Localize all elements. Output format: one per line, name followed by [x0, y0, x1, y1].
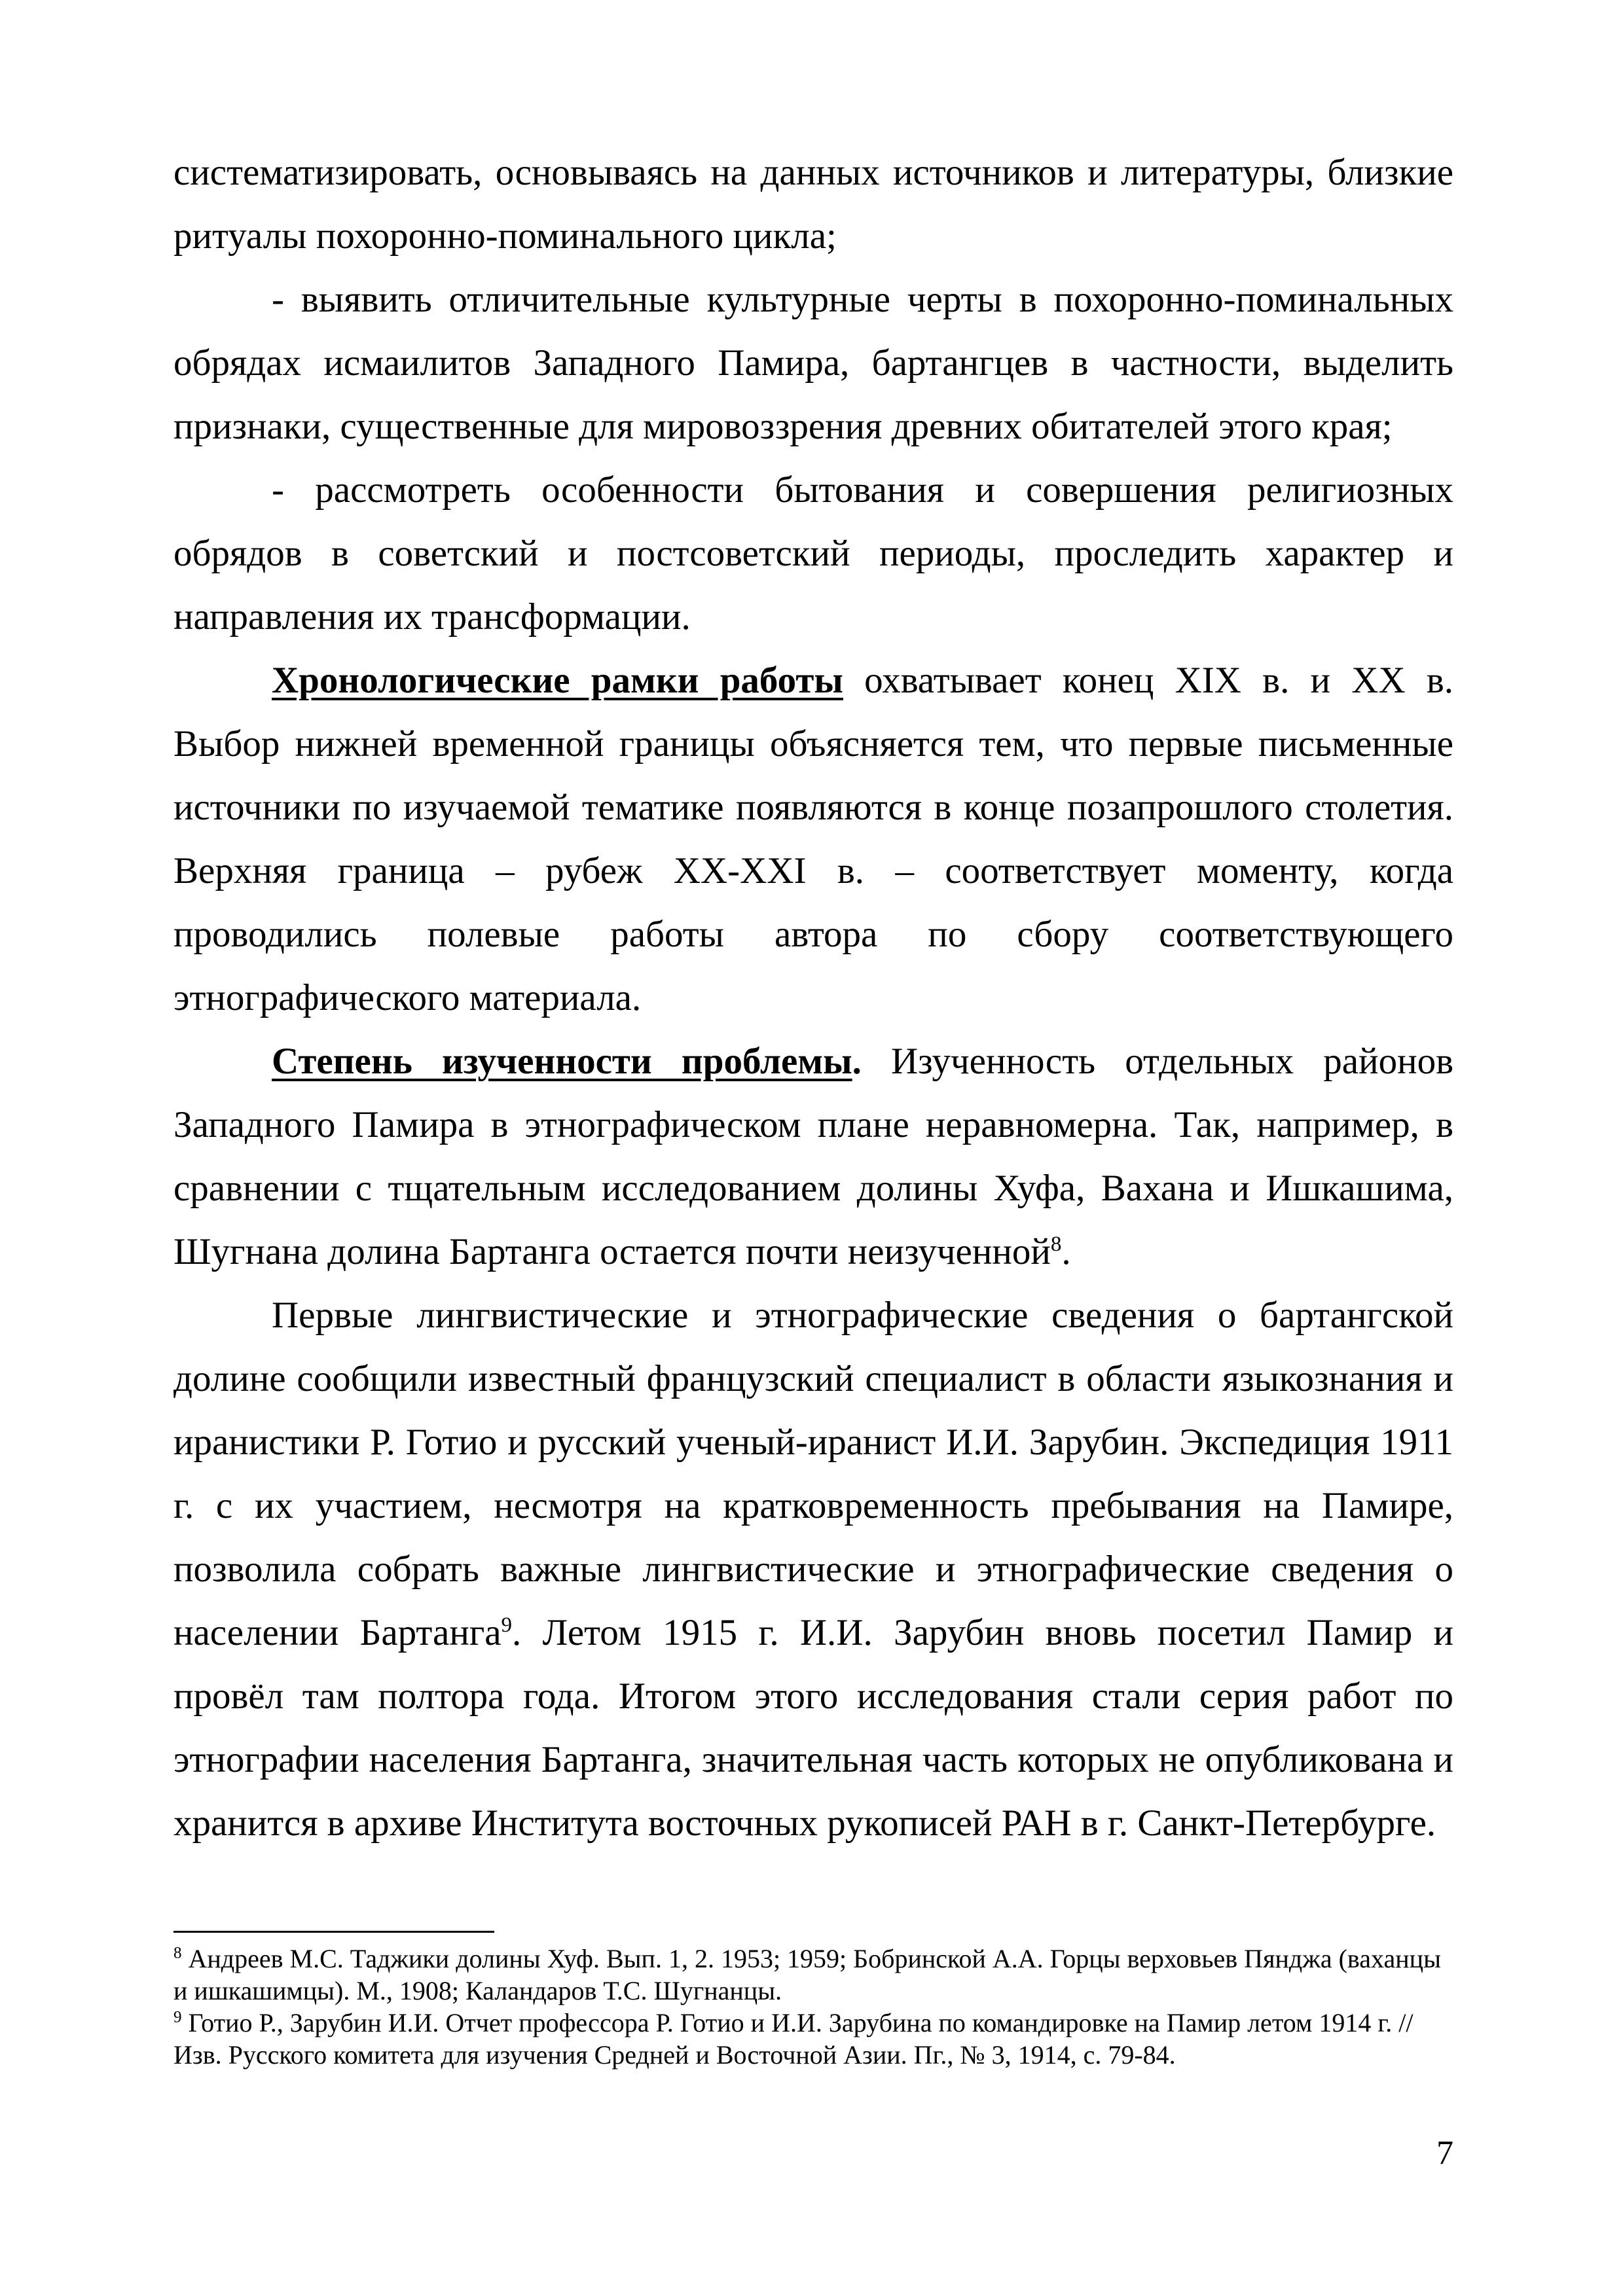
paragraph-6 — [173, 1283, 1453, 1855]
paragraph-2 — [173, 268, 1453, 458]
paragraph-4-text: охватывает конец XIX в. и XX в. Выбор нижней временной границы объясняется тем, что первые письменные источники по изучаемой тематике появляются в конце позапрошлого столетия. Верхняя граница – рубеж XX-XXI в. – соответствует моменту, когда проводились полевые работы автора по сбору соответствующего этнографического материала. — [173, 660, 1453, 1018]
footnote-8 — [173, 1943, 1453, 2007]
footnote-8-text: Андреев М.С. Таджики долины Хуф. Вып. 1, 2. 1953; 1959; Бобринской А.А. Горцы верховьев Пянджа (ваханцы и ишкашимцы). М., 1908; Каландаров Т.С. Шугнанцы. — [173, 1944, 1441, 2005]
footnote-ref-8[interactable]: 8 — [1050, 1232, 1062, 1256]
footnotes — [173, 1943, 1453, 2071]
research-degree-heading-dot: . — [852, 1041, 862, 1082]
footnote-9 — [173, 2007, 1453, 2071]
paragraph-6-tail: . Летом 1915 г. И.И. Зарубин вновь посетил Памир и провёл там полтора года. Итогом этого исследования стали серия работ по этнографии населения Бартанга, значительная часть которых не опубликована и хранится в архиве Института восточных рукописей РАН в г. Санкт-Петербурге. — [173, 1612, 1454, 1844]
paragraph-5-tail: . — [1061, 1231, 1071, 1272]
paragraph-3 — [173, 458, 1453, 649]
page-number: 7 — [1436, 2134, 1453, 2172]
footnote-ref-9[interactable]: 9 — [501, 1613, 513, 1637]
footnote-8-number: 8 — [173, 1944, 182, 1962]
footnote-9-text: Готио Р., Зарубин И.И. Отчет профессора Р. Готио и И.И. Зарубина по командировке на Памир летом 1914 г. // Изв. Русского комитета для изучения Средней и Восточной Азии. Пг., № 3, 1914, с. 79-84. — [173, 2008, 1413, 2070]
paragraph-2-text: - выявить отличительные культурные черты в похоронно-поминальных обрядах исмаилитов Западного Памира, бартангцев в частности, выделить признаки, существенные для мировоззрения древних обитателей этого края; — [173, 279, 1453, 447]
paragraph-6-text: Первые лингвистические и этнографические сведения о бартангской долине сообщили известный французский специалист в области языкознания и иранистики Р. Готио и русский ученый-иранист И.И. Зарубин. Экспедиция 1911 г. с их участием, несмотря на кратковременность пребывания на Памире, позволила собрать важные лингвистические и этнографические сведения о населении Бартанга — [173, 1295, 1453, 1653]
main-text — [173, 141, 1453, 1855]
footnote-separator — [173, 1931, 494, 1933]
research-degree-heading: Степень изученности проблемы — [272, 1041, 852, 1082]
paragraph-3-text: - рассмотреть особенности бытования и совершения религиозных обрядов в советский и постсоветский периоды, проследить характер и направления их трансформации. — [173, 469, 1453, 637]
paragraph-5 — [173, 1030, 1453, 1283]
paragraph-4 — [173, 649, 1453, 1030]
chronology-heading: Хронологические рамки работы — [272, 660, 843, 701]
paragraph-1 — [173, 141, 1453, 268]
paragraph-1-text: систематизировать, основываясь на данных источников и литературы, близкие ритуалы похоронно-поминального цикла; — [173, 152, 1453, 257]
footnote-9-number: 9 — [173, 2008, 182, 2026]
paragraph-5-text: Изученность отдельных районов Западного Памира в этнографическом плане неравномерна. Так, например, в сравнении с тщательным исследованием долины Хуфа, Вахана и Ишкашима, Шугнана долина Бартанга остается почти неизученной — [173, 1041, 1454, 1272]
